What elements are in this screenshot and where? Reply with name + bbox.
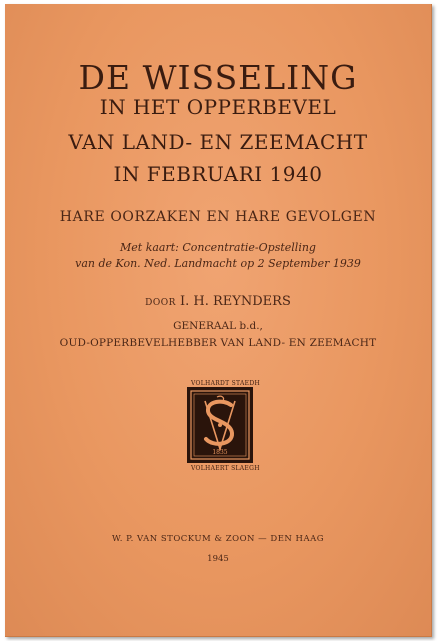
map-note-line-2: van de Kon. Ned. Landmacht op 2 September 1939: [75, 257, 361, 270]
author-prefix: DOOR: [145, 298, 176, 308]
book-title: DE WISSELING: [78, 58, 358, 97]
book-subtitle: HARE OORZAKEN EN HARE GEVOLGEN: [59, 209, 377, 225]
emblem-motto-top: VOLHARDT STAEDH: [191, 380, 260, 387]
author-former-post: OUD-OPPERBEVELHEBBER VAN LAND- EN ZEEMACHT: [59, 337, 377, 349]
author-rank: GENERAAL b.d.,: [173, 320, 263, 332]
emblem-year: 1835: [212, 449, 228, 456]
publisher-line: W. P. VAN STOCKUM & ZOON — DEN HAAG: [111, 534, 325, 544]
emblem-motto-bottom: VOLHAERT SLAEGH: [191, 465, 260, 472]
author-name: I. H. REYNDERS: [180, 294, 291, 309]
title-line-3: IN FEBRUARI 1940: [113, 162, 323, 186]
map-note-line-1: Met kaart: Concentratie-Opstelling: [120, 241, 316, 254]
author-line: [5, 295, 431, 308]
title-line-1: IN HET OPPERBEVEL: [99, 95, 337, 119]
book-cover: [5, 4, 432, 637]
title-line-2: VAN LAND- EN ZEEMACHT: [68, 130, 368, 154]
publication-year: 1945: [207, 554, 229, 564]
publisher-monogram-icon: [187, 387, 253, 463]
